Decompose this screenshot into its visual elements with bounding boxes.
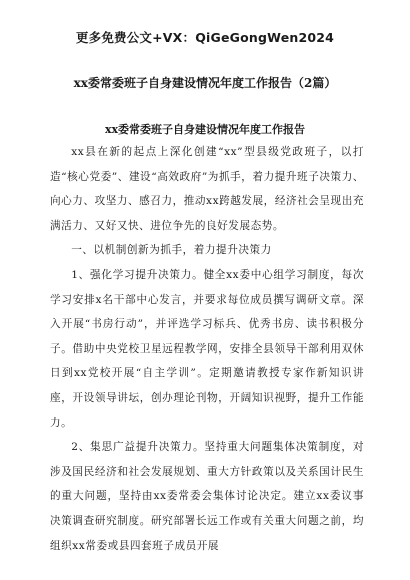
promo-line: 更多免费公文+VX：QiGeGongWen2024: [75, 30, 335, 45]
article-title: xx委常委班子自身建设情况年度工作报告: [104, 123, 306, 136]
article-body: [50, 140, 364, 558]
body-paragraph: 2、集思广益提升决策力。坚持重大问题集体决策制度，对涉及国民经济和社会发展规划、重大方针政策以及关系国计民生的重大问题，坚持由xx委常委会集体讨论决定。建立xx委议事决策调查研究制度。研究部署长远工作或有关重大问题之前，均组织xx常委或县四套班子成员开展: [50, 441, 364, 552]
document-title: xx委常委班子自身建设情况年度工作报告（2篇）: [73, 76, 337, 90]
body-paragraph: 1、强化学习提升决策力。健全xx委中心组学习制度，每次学习安排x名干部中心发言，并要求每位成员撰写调研文章。深入开展“书房行动”，并评选学习标兵、优秀书房、读书积极分子。借助中央党校卫星远程教学网，安排全县领导干部利用双休日到xx党校开展“自主学训”。定期邀请教授专家作新知识讲座，开设领导讲坛，创办理论刊物，开阔知识视野，提升工作能力。: [50, 268, 364, 429]
body-paragraph: xx县在新的起点上深化创建“xx”型县级党政班子，以打造“核心党委”、建设“高效政府”为抓手，着力提升班子决策力、向心力、攻坚力、感召力，推动xx跨越发展，经济社会呈现出充满活力、又好又快、进位争先的良好发展态势。: [50, 146, 364, 232]
section-heading: 一、以机制创新为抓手，着力提升决策力: [71, 244, 272, 257]
